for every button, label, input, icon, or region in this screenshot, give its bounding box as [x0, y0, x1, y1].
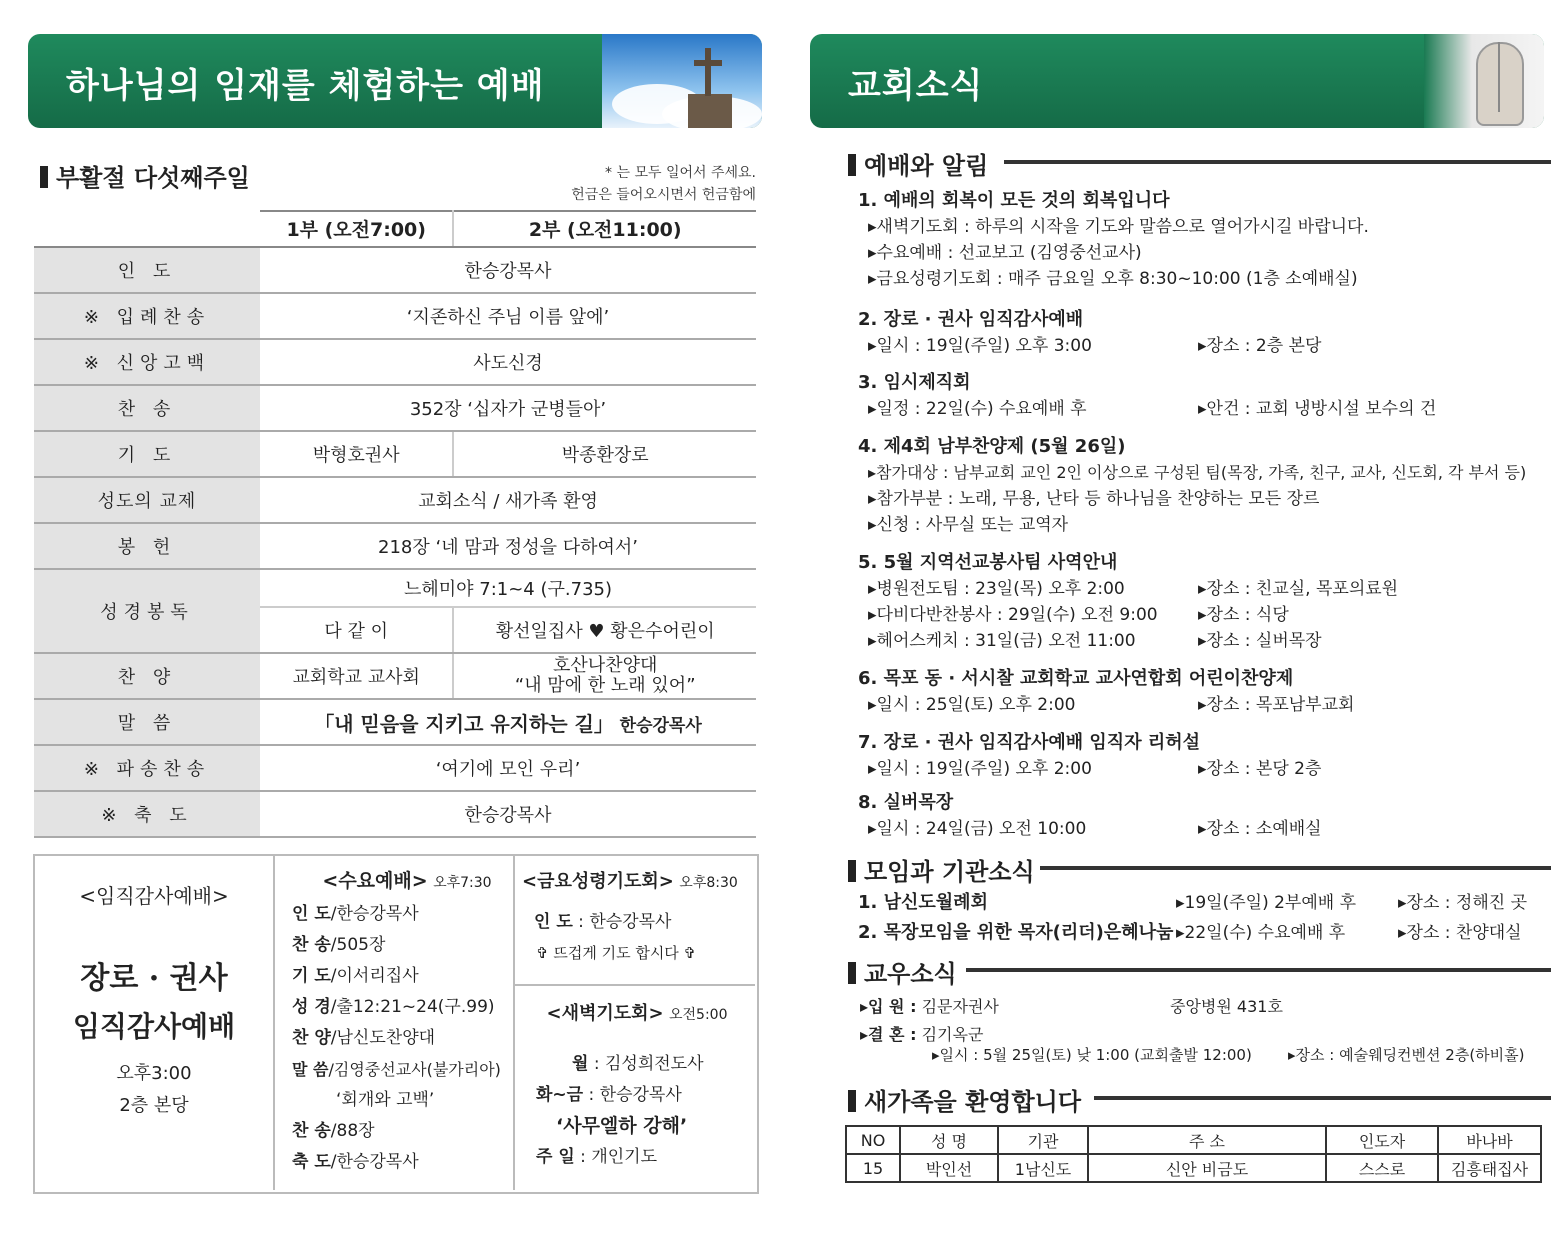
row-value: 느헤미야 7:1~4 (구.735): [260, 569, 756, 607]
list-item: 축 도/한승강목사: [292, 1152, 419, 1172]
banner-title: 하나님의 임재를 체험하는 예배: [66, 66, 545, 106]
dawn-monday: 월 : 김성희전도사: [572, 1054, 704, 1074]
meeting-2: 2. 목장모임을 위한 목자(리더)은혜나눔 ▸22일(수) 수요예배 후 ▸장소 : 찬양대실: [858, 922, 1522, 943]
section-meetings: 모임과 기관소식: [848, 852, 1035, 887]
notice-6: 6. 목포 동 · 서시찰 교회학교 교사연합회 어린이찬양제 ▸일시 : 25일(토) 오후 2:00 ▸장소 : 목포남부교회: [858, 668, 1355, 715]
ordination-time: 오후3:00: [116, 1063, 192, 1084]
ordination-line1: 장로 · 권사: [80, 961, 228, 996]
row-value-1: 박형호권사: [260, 431, 453, 477]
row-value-2: 황선일집사 ♥ 황은수어린이: [453, 607, 756, 653]
worship-banner: [28, 34, 762, 128]
list-item: 성 경/출12:21~24(구.99): [292, 997, 495, 1017]
row-value-2: 박종환장로: [453, 431, 756, 477]
row-label: ※ 신앙고백: [34, 339, 260, 385]
meeting-1: 1. 남신도월례회 ▸19일(주일) 2부예배 후 ▸장소 : 정해진 곳: [858, 892, 1528, 913]
dawn-box: [520, 998, 754, 1173]
row-value-1: 다 같 이: [260, 607, 453, 653]
table-header-row: NO 성 명 기관 주 소 인도자 바나바: [846, 1126, 1541, 1154]
row-label: 성경봉독: [34, 569, 260, 653]
praying-hands-image: [1424, 34, 1544, 128]
row-label: 인 도: [34, 247, 260, 293]
dawn-series: ‘사무엘하 강해’: [556, 1115, 688, 1137]
news-wedding-place: ▸장소 : 예술웨딩컨벤션 2층(하비홀): [1288, 1046, 1525, 1064]
order-of-worship: [34, 210, 756, 838]
new-family-table: [845, 1125, 1542, 1183]
row-value: ‘지존하신 주님 이름 앞에’: [260, 293, 756, 339]
list-item: 인 도/한승강목사: [292, 904, 419, 924]
friday-leader: 인 도 : 한승강목사: [534, 912, 672, 932]
offering-note: 헌금은 들어오시면서 헌금함에: [571, 187, 756, 203]
row-label: ※ 입례찬송: [34, 293, 260, 339]
list-item: 찬 양/남신도찬양대: [292, 1028, 436, 1048]
section-member-news: 교우소식: [848, 954, 957, 989]
list-item: 찬 송/505장: [292, 935, 386, 955]
news-banner: [810, 34, 1544, 128]
row-value: 352장 ‘십자가 군병들아’: [260, 385, 756, 431]
row-label: 봉 헌: [34, 523, 260, 569]
table-row: 15 박인선 1남신도 신안 비금도 스스로 김흥태집사: [846, 1154, 1541, 1182]
list-item: 찬 송/88장: [292, 1121, 375, 1141]
row-label: 찬 송: [34, 385, 260, 431]
row-value-1: 교회학교 교사회: [260, 653, 453, 699]
dawn-time: 오전5:00: [669, 1007, 728, 1023]
ordination-place: 2층 본당: [119, 1095, 189, 1116]
row-value-2: [453, 653, 756, 699]
row-value: [260, 699, 756, 745]
row-value: 한승강목사: [260, 791, 756, 837]
notice-3: 3. 임시제직회 ▸일정 : 22일(수) 수요예배 후 ▸안건 : 교회 냉방시설 보수의 건: [858, 372, 1437, 419]
section-title: 부활절 다섯째주일: [40, 158, 250, 193]
row-value: 교회소식 / 새가족 환영: [260, 477, 756, 523]
row-label: ※ 축 도: [34, 791, 260, 837]
notice-4: 4. 제4회 남부찬양제 (5월 26일) ▸참가대상 : 남부교회 교인 2인 이상으로 구성된 팀(목장, 가족, 친구, 교사, 신도회, 각 부서 등) ▸참가부분 : 노래, 무용, 난타 등 하나님을 찬양하는 모든 장르 ▸신청 : 사무실 또는 교역자: [858, 436, 1527, 535]
sermon-title: 「내 믿음을 지키고 유지하는 길」: [314, 711, 614, 736]
dawn-sunday: 주 일 : 개인기도: [536, 1147, 658, 1167]
notice-8: 8. 실버목장 ▸일시 : 24일(금) 오전 10:00 ▸장소 : 소예배실: [858, 792, 1322, 839]
cross-tower-image: [602, 34, 762, 128]
row-value: 한승강목사: [260, 247, 756, 293]
preacher: 한승강목사: [619, 715, 702, 736]
notice-2: 2. 장로 · 권사 임직감사예배 ▸일시 : 19일(주일) 오후 3:00 ▸장소 : 2층 본당: [858, 309, 1322, 356]
list-item: 말 씀/김영중선교사(불가리아): [292, 1060, 501, 1079]
list-item: ‘회개와 고백’: [336, 1090, 435, 1110]
choir-name: 호산나찬양대: [553, 655, 658, 676]
banner-title: 교회소식: [848, 66, 984, 106]
notice-7: 7. 장로 · 권사 임직감사예배 임직자 리허설 ▸일시 : 19일(주일) 오후 2:00 ▸장소 : 본당 2층: [858, 732, 1322, 779]
row-value: 사도신경: [260, 339, 756, 385]
dawn-weekdays: 화~금 : 한승강목사: [536, 1085, 682, 1105]
row-label: 말 씀: [34, 699, 260, 745]
friday-box: [522, 866, 754, 969]
row-label: 성도의 교제: [34, 477, 260, 523]
service1-header: 1부 (오전7:00): [260, 210, 453, 247]
row-label: 찬 양: [34, 653, 260, 699]
standing-note: * 는 모두 일어서 주세요.: [605, 165, 756, 181]
wednesday-time: 오후7:30: [433, 875, 492, 891]
news-hospital: ▸입 원 : 김문자권사: [860, 997, 999, 1016]
section-new-family: 새가족을 환영합니다: [848, 1082, 1081, 1117]
row-label: ※ 파송찬송: [34, 745, 260, 791]
wednesday-box: [292, 866, 512, 1178]
notice-5: 5. 5월 지역선교봉사팀 사역안내 ▸병원전도팀 : 23일(목) 오후 2:00 ▸장소 : 친교실, 목포의료원 ▸다비다반찬봉사 : 29일(수) 오전 9:00 ▸장소 : 식당 ▸헤어스케치 : 31일(금) 오전 11:00 ▸장소 : 실버목장: [858, 552, 1399, 651]
friday-message: ✞ 뜨겁게 기도 합시다 ✞: [536, 944, 697, 962]
choir-song: “내 맘에 한 노래 있어”: [514, 675, 696, 696]
friday-time: 오후8:30: [679, 875, 738, 891]
ordination-line2: 임직감사예배: [72, 1010, 236, 1043]
row-value: ‘여기에 모인 우리’: [260, 745, 756, 791]
list-item: 기 도/이서리집사: [292, 966, 419, 986]
friday-title: <금요성령기도회>: [522, 871, 674, 892]
section-worship-notices: 예배와 알림: [848, 146, 988, 181]
news-hospital-ward: 중앙병원 431호: [1170, 997, 1283, 1016]
dawn-title: <새벽기도회>: [546, 1003, 664, 1024]
news-wedding-time: ▸일시 : 5월 25일(토) 낮 1:00 (교회출발 12:00): [932, 1046, 1252, 1064]
news-wedding: ▸결 혼 : 김기옥군: [860, 1025, 984, 1044]
notice-1: 1. 예배의 회복이 모든 것의 회복입니다 ▸새벽기도회 : 하루의 시작을 기도와 말씀으로 열어가시길 바랍니다. ▸수요예배 : 선교보고 (김영중선교사) ▸금요성령기도회 : 매주 금요일 오후 8:30~10:00 (1층 소예배실): [858, 190, 1369, 289]
row-value: 218장 ‘네 맘과 정성을 다하여서’: [260, 523, 756, 569]
wednesday-title: <수요예배>: [322, 870, 428, 892]
ordination-title: <임직감사예배>: [79, 884, 229, 908]
row-label: 기 도: [34, 431, 260, 477]
ordination-box: [35, 880, 273, 1117]
service2-header: 2부 (오전11:00): [453, 210, 756, 247]
